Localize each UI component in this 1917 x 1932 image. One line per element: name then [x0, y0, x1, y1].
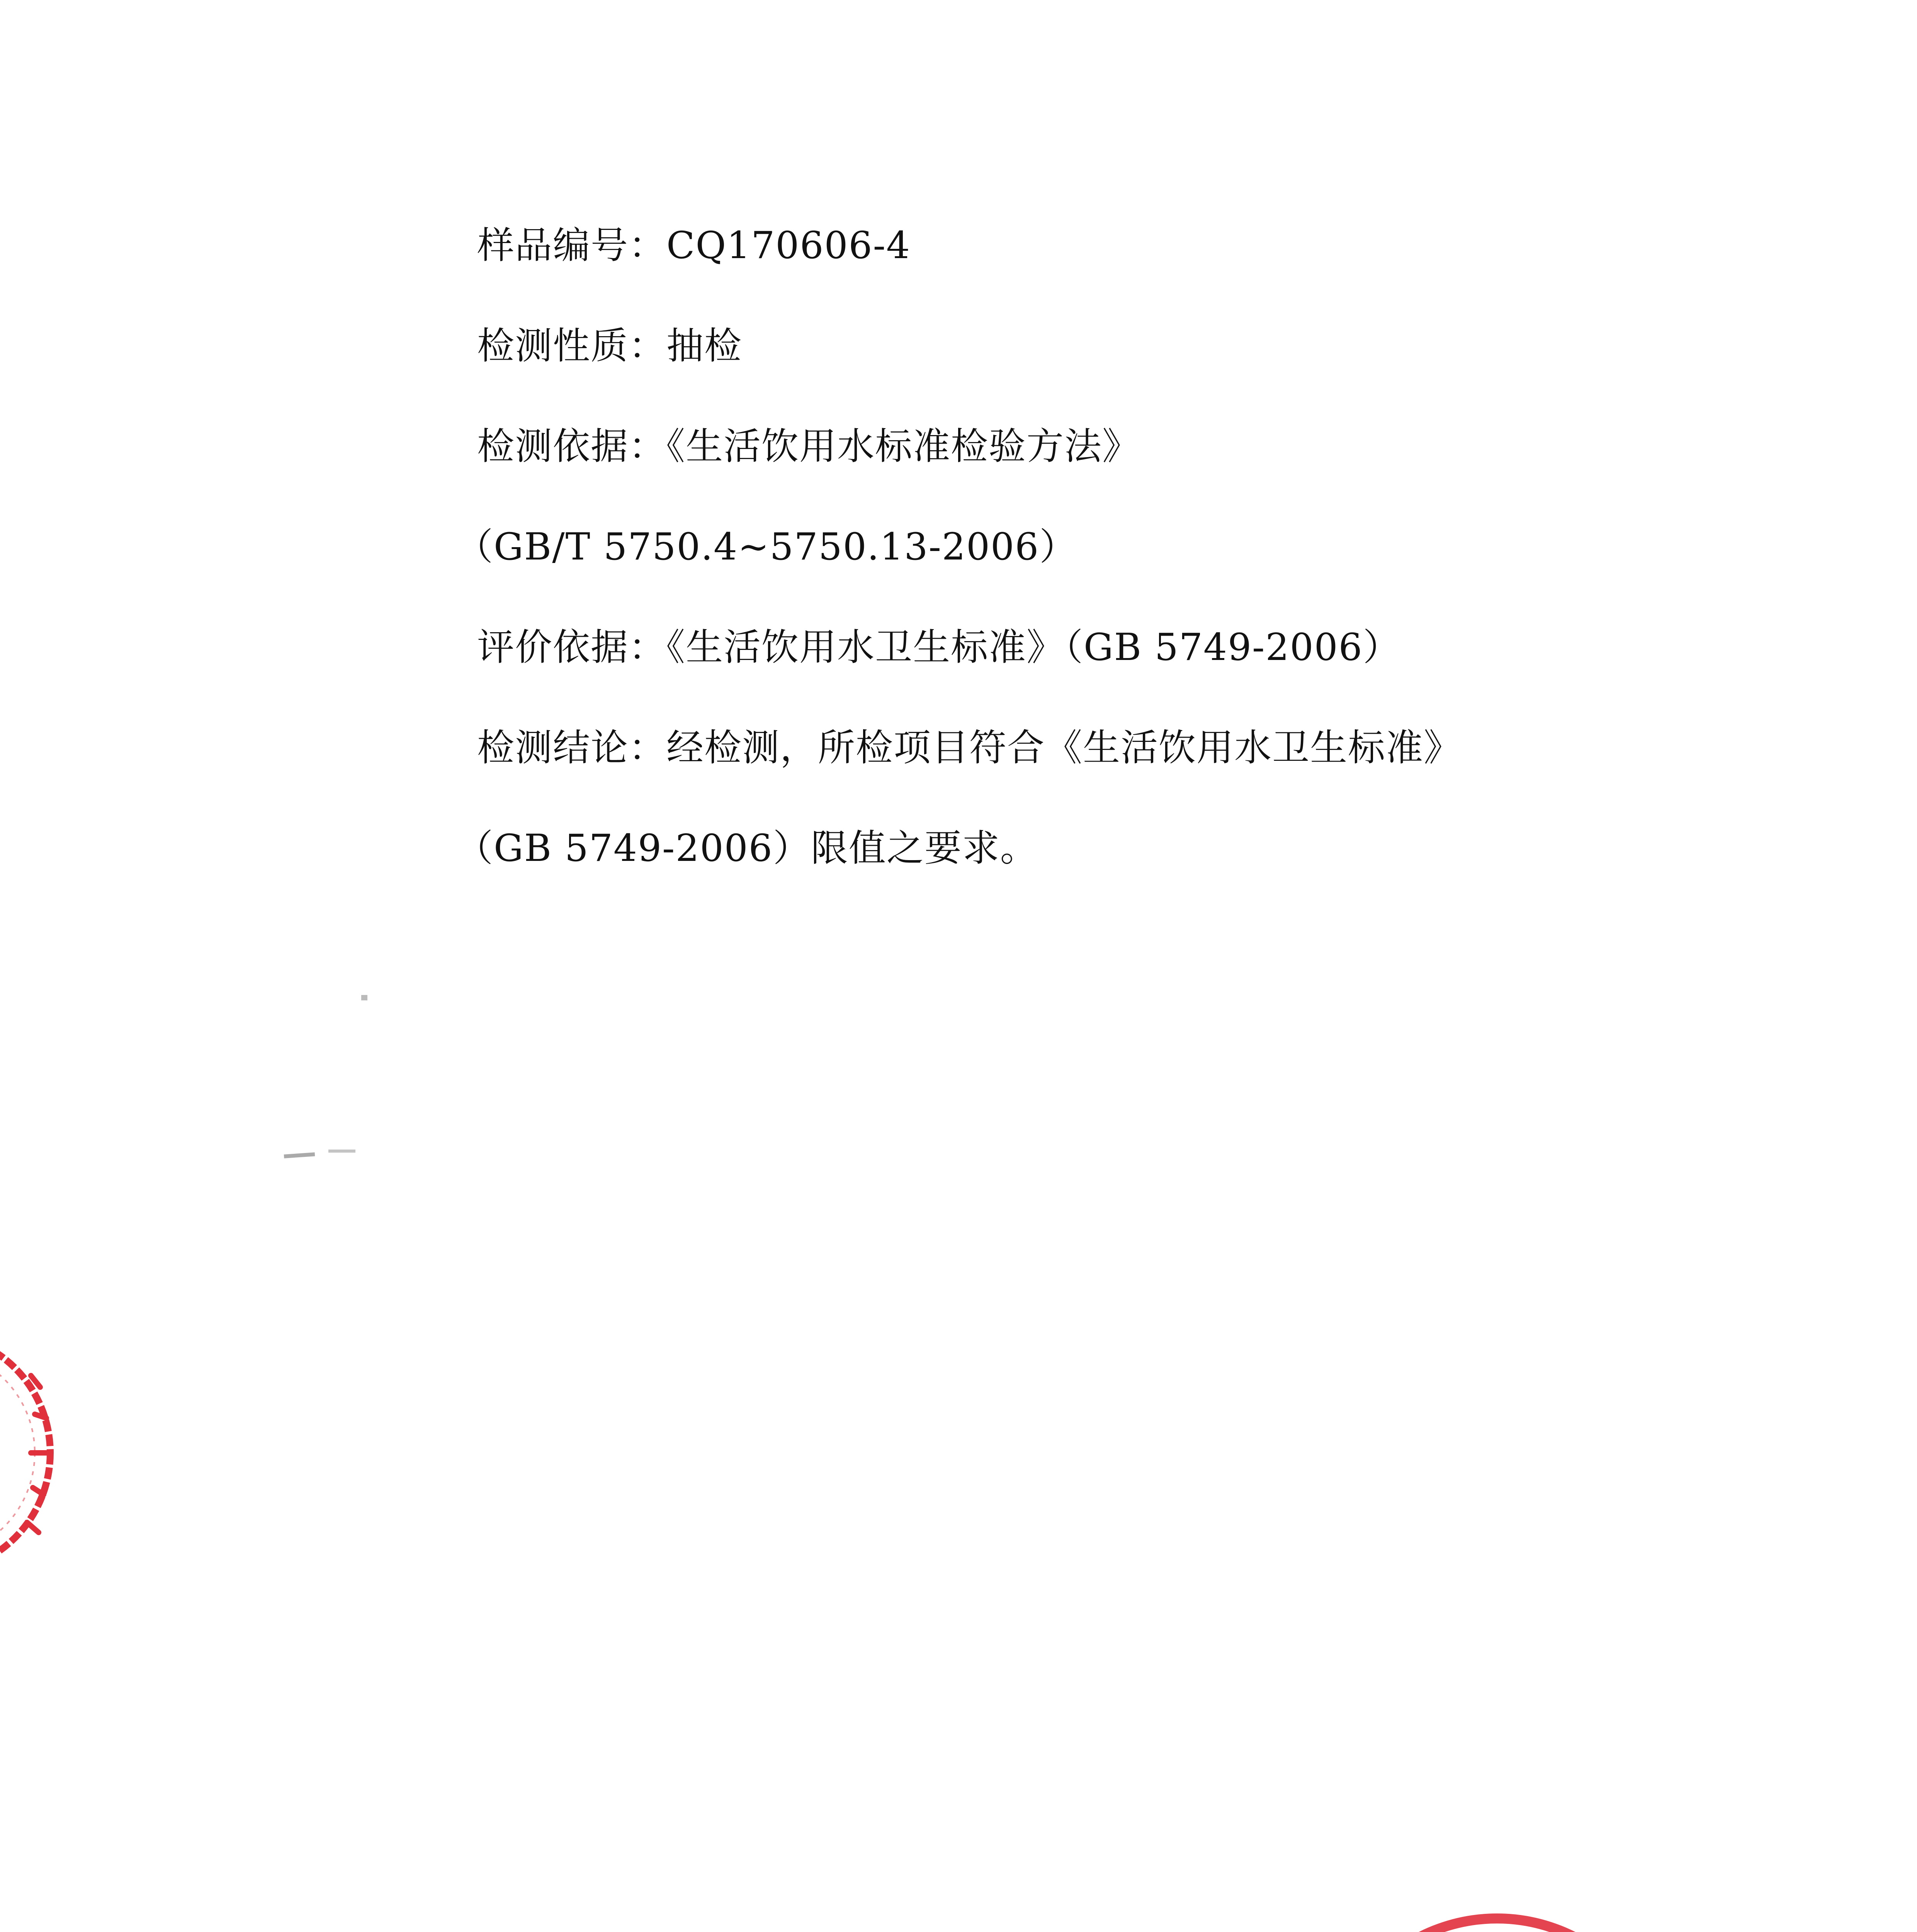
- inspection-basis-standard: （GB/T 5750.4~5750.13-2006）: [456, 525, 1077, 568]
- scan-speck: [361, 995, 367, 1000]
- inspection-nature: 检测性质：抽检: [477, 324, 742, 367]
- inspection-basis: 检测依据：《生活饮用水标准检验方法》: [477, 425, 1140, 468]
- scan-speck: [328, 1150, 355, 1153]
- sample-number: 样品编号：CQ170606-4: [477, 224, 911, 267]
- scan-speck: [284, 1152, 315, 1158]
- inspection-conclusion: 检测结论：经检测，所检项目符合《生活饮用水卫生标准》: [477, 726, 1462, 769]
- partial-seal: [0, 1306, 116, 1601]
- inspection-conclusion-cont: （GB 5749-2006）限值之要求。: [456, 827, 1038, 870]
- evaluation-basis: 评价依据：《生活饮用水卫生标准》（GB 5749-2006）: [477, 626, 1401, 669]
- inspection-unit-seal: [1314, 1905, 1681, 1932]
